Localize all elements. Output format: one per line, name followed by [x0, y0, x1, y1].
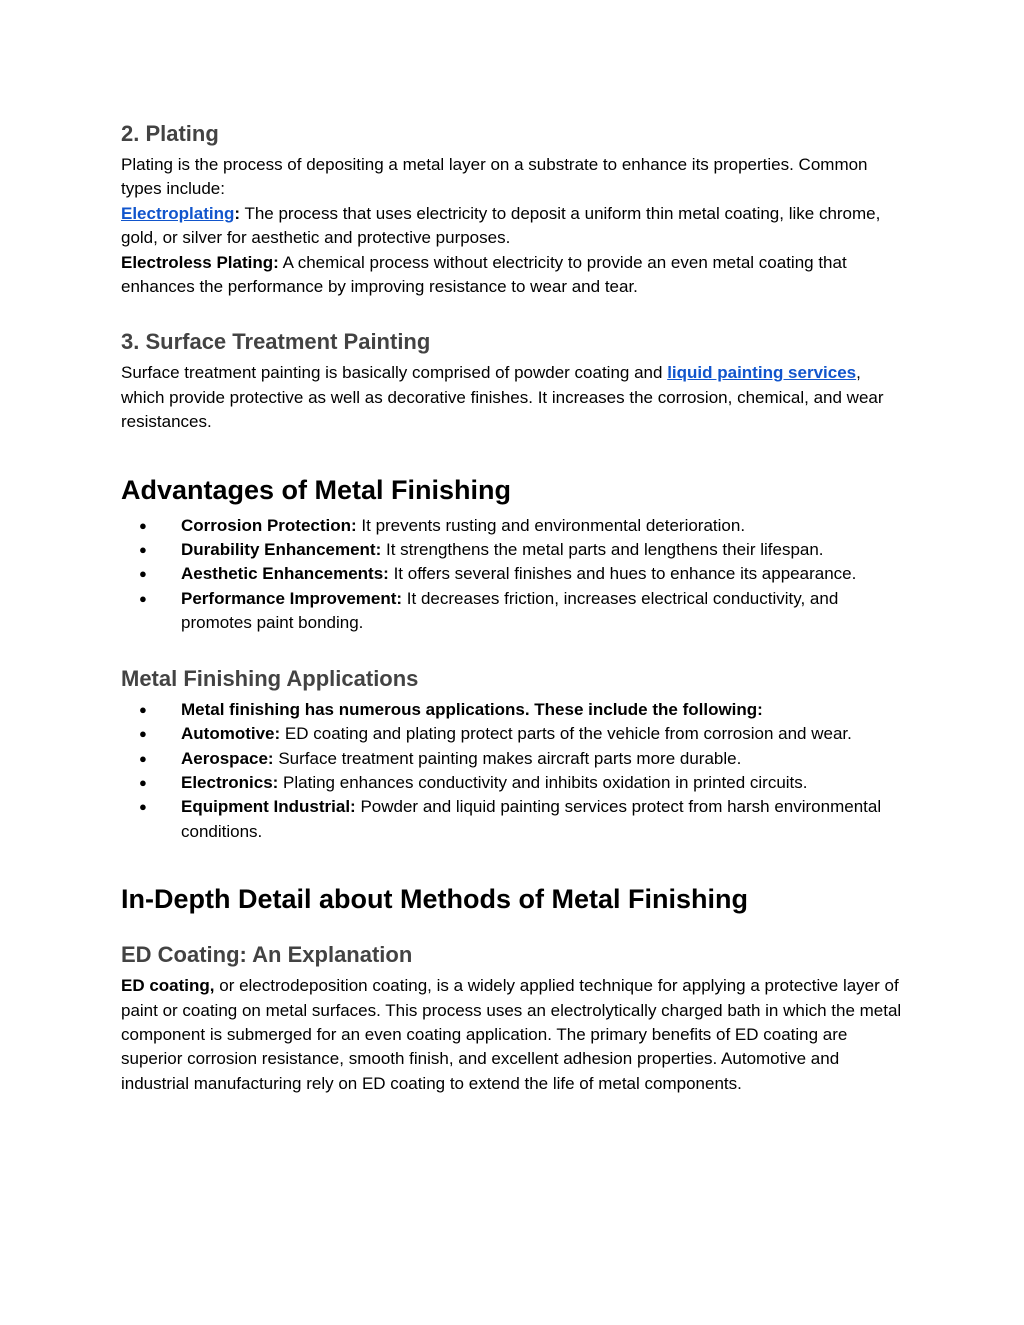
- electroplating-colon: :: [234, 203, 241, 223]
- list-item: [121, 587, 906, 636]
- list-item-label: Performance Improvement:: [181, 588, 403, 608]
- list-item-text: ED coating and plating protect parts of the vehicle from corrosion and wear.: [280, 724, 852, 744]
- list-item-text: It strengthens the metal parts and lengthens their lifespan.: [381, 540, 824, 560]
- ed-coating-heading: ED Coating: An Explanation: [121, 942, 413, 968]
- list-item-text: Surface treatment painting makes aircraft parts more durable.: [273, 748, 742, 768]
- electroplating-text: The process that uses electricity to deposit a uniform thin metal coating, like chrome, gold, or silver for aesthetic and protective purposes.: [121, 203, 881, 248]
- document-content: [121, 118, 906, 1096]
- advantages-list: [121, 514, 906, 636]
- list-item: [121, 698, 906, 722]
- bullet-icon: ●: [139, 774, 147, 790]
- advantages-heading: Advantages of Metal Finishing: [121, 474, 512, 505]
- surface-treatment-paragraph: [121, 361, 906, 434]
- bullet-icon: ●: [139, 799, 147, 815]
- bullet-icon: ●: [139, 750, 147, 766]
- electroless-paragraph: [121, 251, 906, 300]
- applications-heading: Metal Finishing Applications: [121, 665, 419, 691]
- list-item-text: Powder and liquid painting services protect from harsh environmental conditions.: [181, 797, 882, 841]
- list-item-label: Aerospace:: [181, 748, 274, 768]
- surface-treatment-text-after: , which provide protective as well as decorative finishes. It increases the corrosion, chemical, and wear resistances.: [121, 363, 884, 432]
- list-item-label: Metal finishing has numerous applications. These include the following:: [181, 699, 763, 719]
- list-item-text: It prevents rusting and environmental deterioration.: [356, 515, 746, 535]
- bullet-icon: ●: [139, 726, 147, 742]
- list-item: [121, 722, 906, 746]
- bullet-icon: ●: [139, 566, 147, 582]
- electroless-text: A chemical process without electricity to provide an even metal coating that enhances the performance by improving resistance to wear and tear.: [121, 252, 847, 297]
- list-item-label: Equipment Industrial:: [181, 797, 356, 817]
- in-depth-heading: In-Depth Detail about Methods of Metal Finishing: [121, 884, 748, 915]
- list-item-text: Plating enhances conductivity and inhibits oxidation in printed circuits.: [278, 772, 808, 792]
- liquid-painting-link[interactable]: liquid painting services: [667, 363, 857, 383]
- ed-coating-text: or electrodeposition coating, is a widely applied technique for applying a protective layer of paint or coating on metal surfaces. This process uses an electrolytically charged bath in which the metal component is submerged for an even coating application. The primary benefits of ED coating are superior corrosion resistance, smooth finish, and excellent adhesion properties. Automotive and industrial manufacturing rely on ED coating to extend the life of metal components.: [121, 976, 902, 1093]
- list-item-label: Durability Enhancement:: [181, 540, 382, 560]
- list-item: [121, 562, 906, 586]
- list-item-label: Electronics:: [181, 772, 279, 792]
- plating-intro: Plating is the process of depositing a metal layer on a substrate to enhance its properties. Common types include:: [121, 155, 868, 199]
- ed-coating-paragraph: [121, 974, 906, 1096]
- bullet-icon: ●: [139, 542, 147, 558]
- list-item-label: Automotive:: [181, 724, 281, 744]
- surface-treatment-heading: 3. Surface Treatment Painting: [121, 329, 431, 355]
- applications-list: [121, 698, 906, 844]
- bullet-icon: ●: [139, 701, 147, 717]
- list-item-text: It offers several finishes and hues to enhance its appearance.: [388, 564, 857, 584]
- list-item: [121, 514, 906, 538]
- bullet-icon: ●: [139, 517, 147, 533]
- electroplating-link[interactable]: Electroplating: [121, 203, 235, 223]
- list-item-text: It decreases friction, increases electrical conductivity, and promotes paint bonding.: [181, 588, 839, 633]
- list-item: [121, 771, 906, 795]
- bullet-icon: ●: [139, 590, 147, 606]
- list-item: [121, 747, 906, 771]
- list-item-label: Corrosion Protection:: [181, 515, 357, 535]
- ed-coating-label: ED coating,: [121, 976, 215, 996]
- electroplating-paragraph: [121, 202, 906, 251]
- list-item: [121, 538, 906, 562]
- list-item: [121, 795, 906, 844]
- list-item-label: Aesthetic Enhancements:: [181, 564, 389, 584]
- electroless-label: Electroless Plating:: [121, 252, 279, 272]
- surface-treatment-text-before: Surface treatment painting is basically comprised of powder coating and: [121, 363, 668, 383]
- plating-heading: 2. Plating: [121, 121, 219, 146]
